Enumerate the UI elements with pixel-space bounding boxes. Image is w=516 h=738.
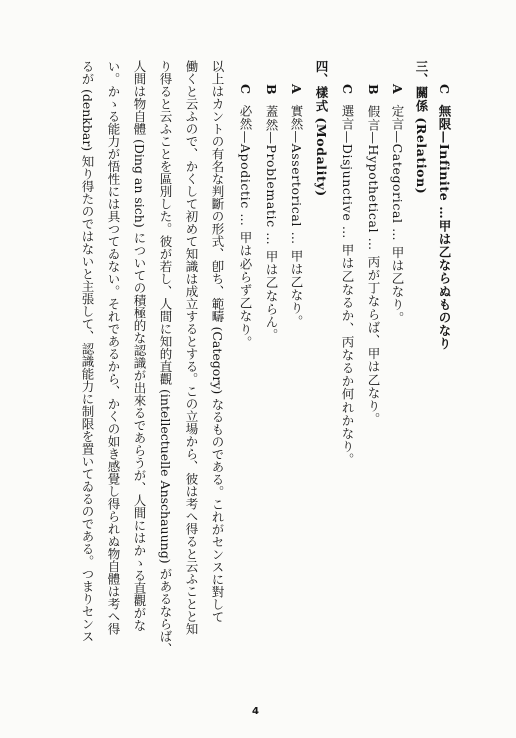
- line-text: 假言—Hypothetical … 丙が丁ならば、甲は乙なり。: [366, 105, 381, 426]
- item-marker: A: [289, 84, 304, 95]
- paragraph-text: るが (denkbar) 知り得たのではないと主張して、認識能力に制限を置いてゐるのである。つまりセンス: [80, 60, 95, 643]
- paragraph-line-5: [106, 60, 120, 635]
- paragraph-text: 以上はカントの有名な判斷の形式、卽ち、範疇 (Category) なるものである。これがセンスに對して: [210, 60, 225, 624]
- paragraph-line-4: [132, 60, 146, 632]
- paragraph-line-6: [80, 60, 94, 643]
- heading-text: 三、關係 (Relation): [414, 60, 429, 195]
- paragraph-text: り得ると云ふことを區別した。彼が若し、人間に知的直觀 (intellectuelle Anschauung) があるならば、: [158, 60, 173, 656]
- heading-text: 四、樣式 (Modality): [314, 60, 329, 197]
- page-number: 4: [252, 706, 259, 717]
- item-marker: B: [264, 84, 279, 96]
- text-line-8: [264, 84, 278, 342]
- line-text: 選言—Disjunctive … 甲は乙なるか、丙なるか何れかなり。: [340, 104, 355, 467]
- section-heading-modality: [314, 60, 328, 197]
- item-marker: C: [437, 84, 452, 95]
- line-text: 定言—Categorical … 甲は乙なり。: [390, 104, 405, 325]
- line-text: 必然—Apodictic … 甲は必らず乙なり。: [238, 104, 253, 349]
- line-text: 實然—Assertorical … 甲は乙なり。: [289, 104, 304, 328]
- paragraph-line-3: [158, 60, 172, 655]
- text-line-9: [238, 84, 252, 349]
- text-line-4: [366, 84, 380, 426]
- item-marker: C: [340, 84, 355, 95]
- paragraph-line-2: [184, 60, 198, 635]
- paragraph-text: 人間は物自體 (Ding an sich) についての積極的な認識が出來るであらうが、人間にはかゝる直觀がな: [132, 60, 147, 632]
- paragraph-text: い。かゝる能力が悟性には具つてゐない。それであるから、かくの如き感覺し得られぬ物自體は考へ得: [106, 60, 121, 635]
- section-heading-relation: [414, 60, 428, 194]
- paragraph-line-1: [210, 60, 224, 623]
- item-marker: B: [366, 84, 381, 96]
- paragraph-text: 働くと云ふので、かくして初めて知識は成立するとする。この立場から、彼は考へ得ると云ふことと知: [184, 60, 199, 635]
- text-line-3: [390, 84, 404, 324]
- line-text: 蓋然—Problematic … 甲は乙ならん。: [264, 105, 279, 342]
- text-line-1: [437, 84, 451, 350]
- text-line-7: [289, 84, 303, 328]
- item-marker: C: [238, 84, 253, 95]
- item-marker: A: [390, 84, 405, 95]
- line-text: 無限—Infinite …甲は乙ならぬものなり: [437, 104, 452, 351]
- text-line-5: [340, 84, 354, 466]
